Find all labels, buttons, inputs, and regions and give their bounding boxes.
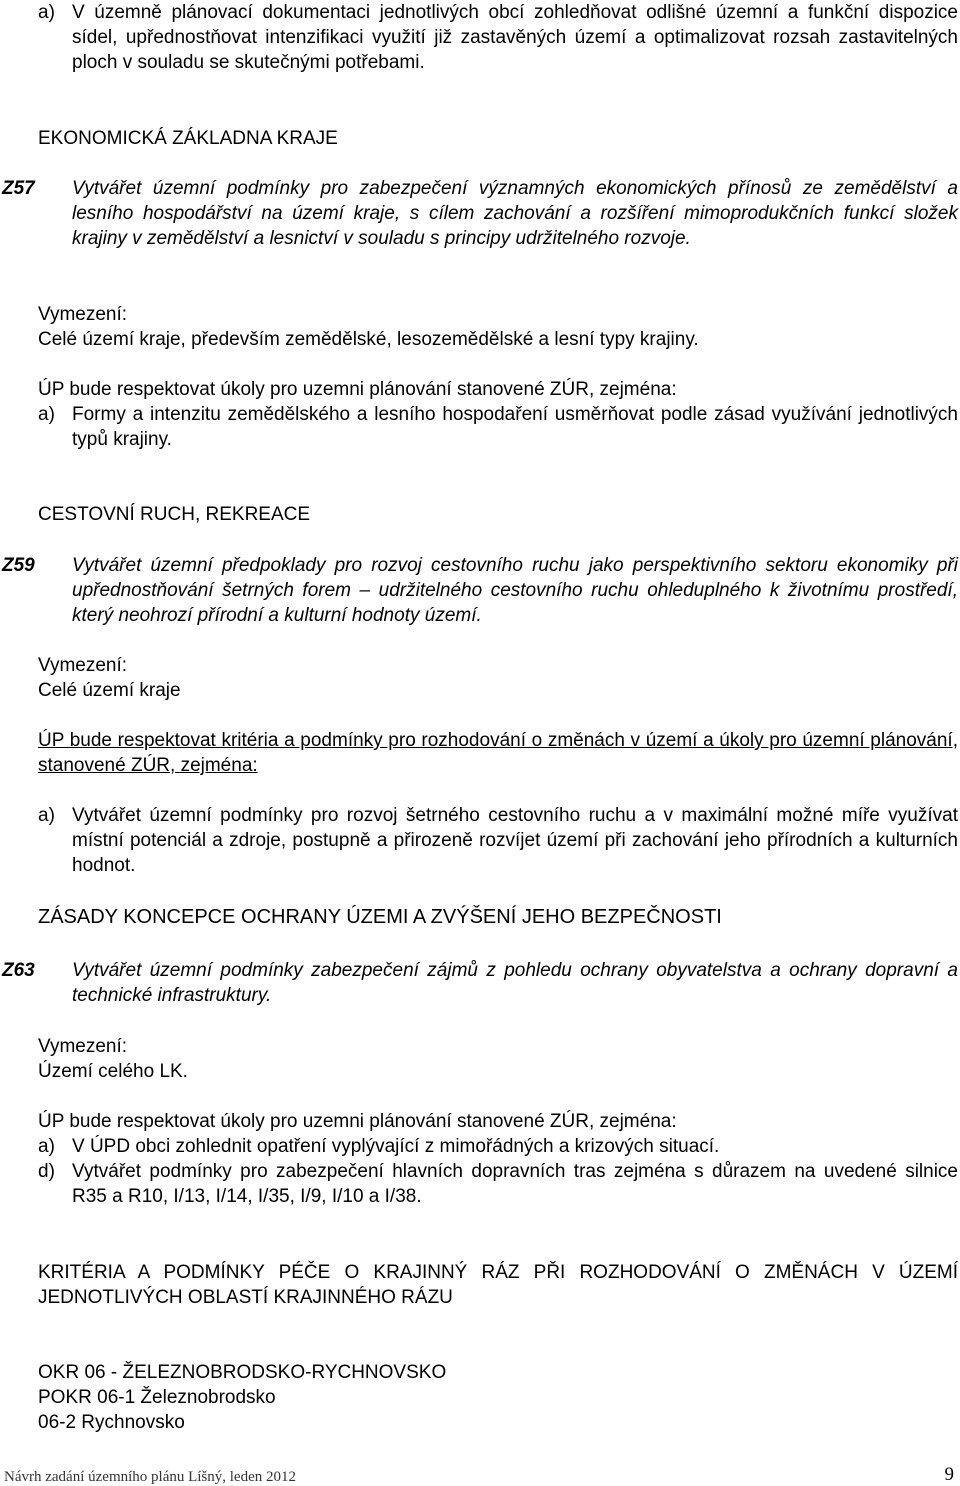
task-label: a) [38,1136,55,1157]
intro-item [38,0,958,75]
task-label: a) [38,805,55,826]
footer-text: Návrh zadání územního plánu Líšný, leden 2012 [4,1469,297,1485]
vymezeni-label: Vymezení: [38,1036,128,1057]
section-heading: ZÁSADY KONCEPCE OCHRANY ÚZEMI A ZVÝŠENÍ JEHO BEZPEČNOSTI [38,906,722,928]
tasks-intro: ÚP bude respektovat úkoly pro uzemni plánování stanovené ZÚR, zejména: [38,1111,677,1132]
goal-code: Z57 [2,178,35,199]
goal-code: Z63 [2,960,35,981]
task-item [38,402,958,452]
task-text: Vytvářet podmínky pro zabezpečení hlavních dopravních tras zejména s důrazem na uvedené silnice R35 a R10, I/13, I/14, I/35, I/9, I/10 a I/38. [72,1161,958,1207]
landscape-area-line: 06-2 Rychnovsko [38,1412,185,1433]
task-label: a) [38,404,55,425]
tasks-intro: ÚP bude respektovat úkoly pro uzemni plánování stanovené ZÚR, zejména: [38,379,677,400]
tasks-intro: ÚP bude respektovat kritéria a podmínky pro rozhodování o změnách v území a úkoly pro územní plánování, stanovené ZÚR, zejména: [38,730,958,776]
goal-text: Vytvářet územní podmínky pro zabezpečení významných ekonomických přínosů ze zemědělství a lesního hospodářství na území kraje, s cílem zachování a rozšíření mimoprodukčních funkcí složek krajiny v zemědělství a lesnictví v souladu s principy udržitelného rozvoje. [72,178,958,249]
vymezeni-text: Celé území kraje, především zemědělské, lesozemědělské a lesní typy krajiny. [38,329,699,350]
goal-text: Vytvářet územní předpoklady pro rozvoj cestovního ruchu jako perspektivního sektoru ekonomiky při upřednostňování šetrných forem – udržitelného cestovního ruchu ohleduplného k životnímu prostředí, který neohrozí přírodní a kulturní hodnoty území. [72,555,958,626]
goal-text: Vytvářet územní podmínky zabezpečení zájmů z pohledu ochrany obyvatelstva a ochrany dopravní a technické infrastruktury. [72,960,958,1006]
goal-code: Z59 [2,555,35,576]
vymezeni-text: Celé území kraje [38,680,181,701]
task-text: V ÚPD obci zohlednit opatření vyplývající z mimořádných a krizových situací. [72,1136,720,1157]
landscape-area-line: POKR 06-1 Železnobrodsko [38,1387,276,1408]
section-heading: KRITÉRIA A PODMÍNKY PÉČE O KRAJINNÝ RÁZ PŘI ROZHODOVÁNÍ O ZMĚNÁCH V ÚZEMÍ JEDNOTLIVÝCH OBLASTÍ KRAJINNÉHO RÁZU [38,1262,958,1308]
task-item [38,1134,958,1159]
landscape-area-line: OKR 06 - ŽELEZNOBRODSKO-RYCHNOVSKO [38,1362,447,1383]
vymezeni-text: Území celého LK. [38,1061,188,1082]
vymezeni-label: Vymezení: [38,304,128,325]
section-heading: EKONOMICKÁ ZÁKLADNA KRAJE [38,128,338,149]
task-text: Vytvářet územní podmínky pro rozvoj šetrného cestovního ruchu a v maximální možné míře využívat místní potenciál a zdroje, postupně a přirozeně rozvíjet území při zachování jeho přírodních a kulturních hodnot. [72,805,958,876]
section-heading: CESTOVNÍ RUCH, REKREACE [38,504,311,525]
task-text: Formy a intenzitu zemědělského a lesního hospodaření usměrňovat podle zásad využívání jednotlivých typů krajiny. [72,404,958,450]
item-text: V územně plánovací dokumentaci jednotlivých obcí zohledňovat odlišné územní a funkční dispozice sídel, upřednostňovat intenzifikaci využití již zastavěných území a optimalizovat rozsah zastavitelných ploch v souladu se skutečnými potřebami. [72,2,958,73]
vymezeni-label: Vymezení: [38,655,128,676]
item-label: a) [38,2,55,23]
task-label: d) [38,1161,55,1182]
task-item [38,1159,958,1209]
page-number: 9 [944,1464,954,1485]
task-item [38,803,958,878]
